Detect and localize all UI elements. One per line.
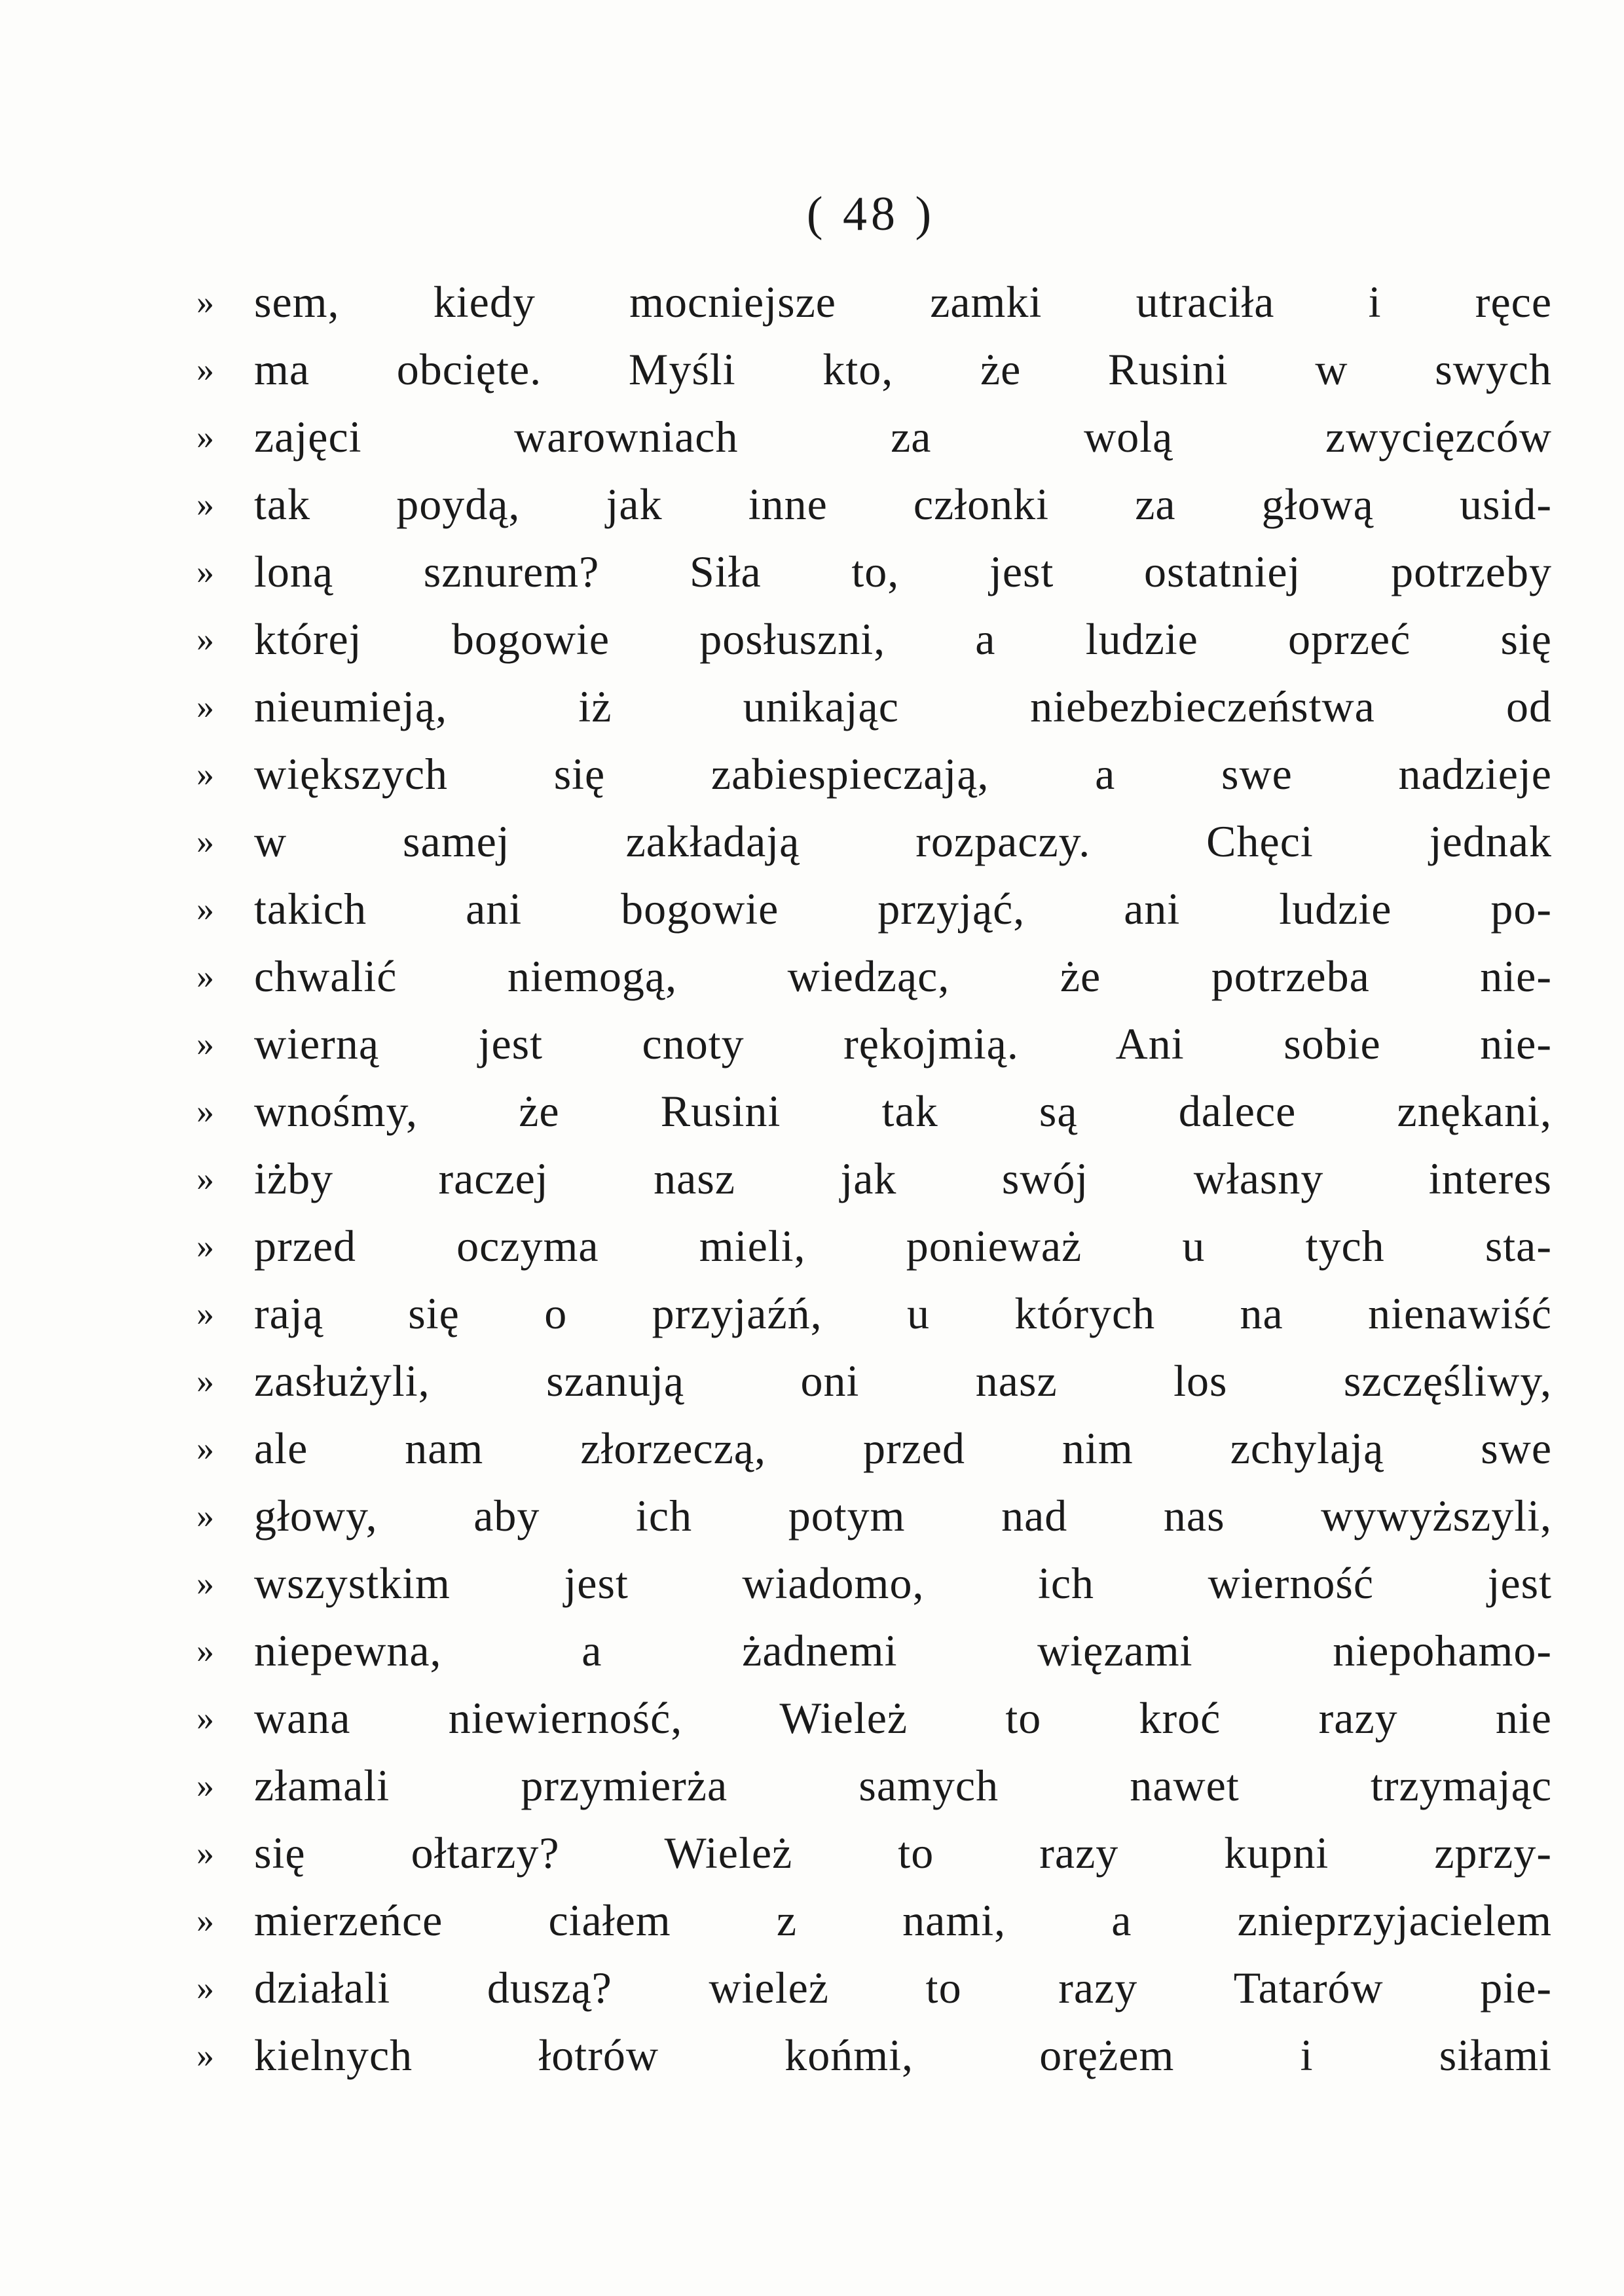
text-line <box>196 1415 1552 1482</box>
text-line <box>196 1887 1552 1954</box>
text-line <box>196 606 1552 673</box>
quote-mark: » <box>196 1226 214 1266</box>
quote-mark: » <box>196 1968 214 2007</box>
quote-mark: » <box>196 282 214 321</box>
text-line <box>196 403 1552 471</box>
line-text: wana niewierność, Wieleż to kroć razy nie <box>254 1693 1552 1743</box>
text-line <box>196 1482 1552 1550</box>
quote-mark: » <box>196 1901 214 1940</box>
quote-mark: » <box>196 1361 214 1400</box>
quote-mark: » <box>196 1631 214 1670</box>
quote-mark: » <box>196 350 214 389</box>
line-text: kielnych łotrów końmi, orężem i siłami <box>254 2030 1552 2080</box>
text-line <box>196 538 1552 606</box>
line-text: nieumieją, iż unikając niebezbieczeństwa od <box>254 682 1552 731</box>
quote-mark: » <box>196 1766 214 1805</box>
quote-mark: » <box>196 889 214 928</box>
quote-mark: » <box>196 1833 214 1872</box>
line-text: zajęci warowniach za wolą zwycięzców <box>254 412 1552 462</box>
text-line <box>196 1280 1552 1347</box>
quote-mark: » <box>196 687 214 726</box>
text-line <box>196 1752 1552 1819</box>
text-line <box>196 1954 1552 2022</box>
text-line <box>196 740 1552 808</box>
text-line <box>196 336 1552 403</box>
line-text: sem, kiedy mocniejsze zamki utraciła i ręce <box>254 277 1552 327</box>
line-text: rają się o przyjaźń, u których na nienawiść <box>254 1288 1552 1338</box>
line-text: ale nam złorzeczą, przed nim zchylają swe <box>254 1423 1552 1473</box>
text-line <box>196 471 1552 538</box>
text-line <box>196 1010 1552 1078</box>
line-text: w samej zakładają rozpaczy. Chęci jednak <box>254 816 1552 866</box>
line-text: wszystkim jest wiadomo, ich wierność jest <box>254 1558 1552 1608</box>
text-line <box>196 2022 1552 2089</box>
quote-mark: » <box>196 1159 214 1198</box>
text-line <box>196 1819 1552 1887</box>
quote-mark: » <box>196 1698 214 1738</box>
line-text: wierną jest cnoty rękojmią. Ani sobie nie- <box>254 1019 1552 1068</box>
quote-mark: » <box>196 1563 214 1603</box>
quote-mark: » <box>196 2035 214 2075</box>
line-text: głowy, aby ich potym nad nas wywyższyli, <box>254 1491 1552 1540</box>
quote-mark: » <box>196 552 214 591</box>
line-text: mierzeńce ciałem z nami, a znieprzyjacielem <box>254 1895 1552 1945</box>
line-text: tak poydą, jak inne członki za głową usid- <box>254 479 1552 529</box>
text-line <box>196 1078 1552 1145</box>
line-text: takich ani bogowie przyjąć, ani ludzie po- <box>254 884 1552 934</box>
quote-mark: » <box>196 754 214 793</box>
line-text: ma obcięte. Myśli kto, że Rusini w swych <box>254 344 1552 394</box>
line-text: loną sznurem? Siła to, jest ostatniej potrzeby <box>254 547 1552 596</box>
line-text: zasłużyli, szanują oni nasz los szczęśliwy, <box>254 1356 1552 1406</box>
text-line <box>196 1212 1552 1280</box>
line-text: której bogowie posłuszni, a ludzie oprzeć się <box>254 614 1552 664</box>
line-text: wnośmy, że Rusini tak są dalece znękani, <box>254 1086 1552 1136</box>
text-line <box>196 808 1552 875</box>
quote-mark: » <box>196 957 214 996</box>
text-line <box>196 875 1552 943</box>
quote-mark: » <box>196 1496 214 1535</box>
quote-mark: » <box>196 1429 214 1468</box>
line-text: złamali przymierża samych nawet trzymając <box>254 1760 1552 1810</box>
text-line <box>196 673 1552 740</box>
line-text: niepewna, a żadnemi więzami niepohamo- <box>254 1626 1552 1675</box>
text-line <box>196 943 1552 1010</box>
text-line <box>196 1685 1552 1752</box>
text-line <box>196 1347 1552 1415</box>
quote-mark: » <box>196 484 214 524</box>
quote-mark: » <box>196 1294 214 1333</box>
quote-mark: » <box>196 417 214 456</box>
line-text: działali duszą? wieleż to razy Tatarów pie- <box>254 1963 1552 2013</box>
quote-mark: » <box>196 619 214 659</box>
text-block <box>196 268 1552 2089</box>
quote-mark: » <box>196 1024 214 1063</box>
line-text: iżby raczej nasz jak swój własny interes <box>254 1154 1552 1203</box>
line-text: chwalić niemogą, wiedząc, że potrzeba nie- <box>254 951 1552 1001</box>
line-text: większych się zabiespieczają, a swe nadzieje <box>254 749 1552 799</box>
text-line <box>196 1617 1552 1685</box>
text-line <box>196 268 1552 336</box>
quote-mark: » <box>196 1091 214 1131</box>
line-text: się ołtarzy? Wieleż to razy kupni zprzy- <box>254 1828 1552 1878</box>
text-line <box>196 1145 1552 1212</box>
text-line <box>196 1550 1552 1617</box>
page-number: ( 48 ) <box>806 187 936 241</box>
quote-mark: » <box>196 822 214 861</box>
line-text: przed oczyma mieli, ponieważ u tych sta- <box>254 1221 1552 1271</box>
